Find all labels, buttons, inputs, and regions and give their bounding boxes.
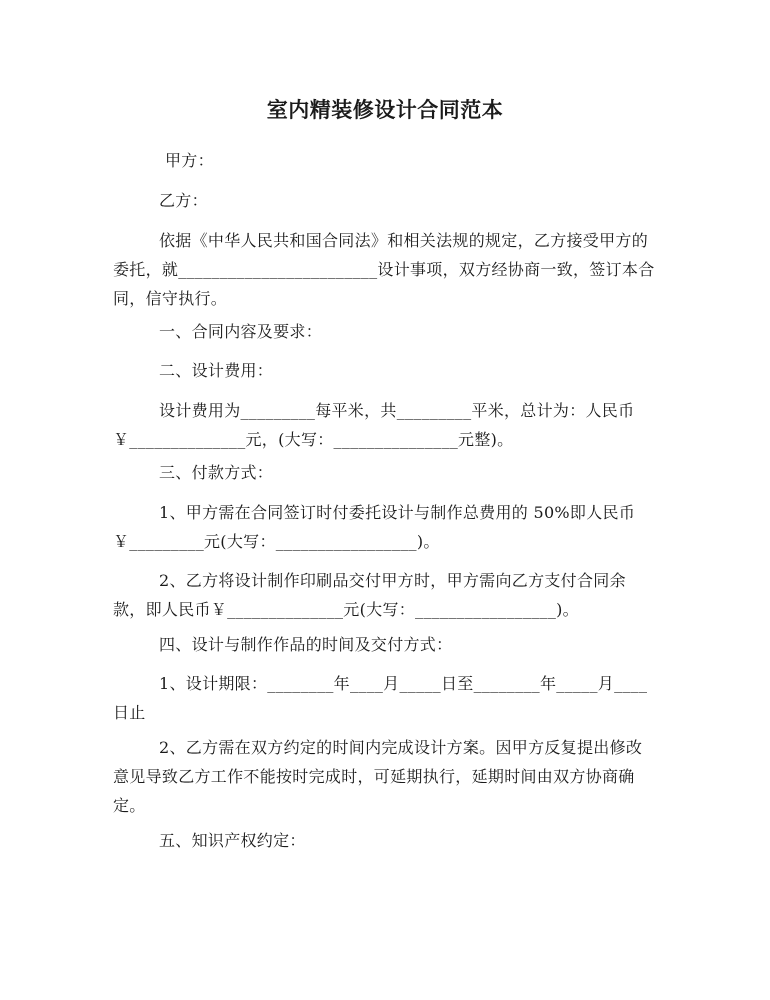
section-heading-design-fee: 二、设计费用：	[159, 361, 274, 380]
section-heading-contract-content: 一、合同内容及要求：	[159, 322, 323, 341]
fee-clause-paragraph: 设计费用为_________每平米，共_________平米，总计为：人民币￥______________元，(大写：_______________元整)。	[113, 401, 635, 449]
schedule-clause-1: 1、设计期限：________年____月_____日至________年_____月____日止	[113, 674, 648, 722]
document-title: 室内精装修设计合同范本	[266, 98, 504, 122]
payment-clause-1: 1、甲方需在合同签订时付委托设计与制作总费用的 50%即人民币￥_________元(大写：_________________)。	[113, 503, 636, 551]
schedule-clause-2: 2、乙方需在双方约定的时间内完成设计方案。因甲方反复提出修改意见导致乙方工作不能按时完成时，可延期执行，延期时间由双方协商确定。	[113, 738, 643, 815]
intro-paragraph: 依据《中华人民共和国合同法》和相关法规的规定，乙方接受甲方的委托，就________________________设计事项，双方经协商一致，签订本合同，信守执行。	[113, 231, 655, 308]
party-a-line: 甲方：	[165, 151, 214, 170]
section-heading-ip: 五、知识产权约定：	[159, 831, 306, 850]
section-heading-schedule: 四、设计与制作作品的时间及交付方式：	[159, 635, 453, 654]
section-heading-payment: 三、付款方式：	[159, 463, 274, 482]
payment-clause-2: 2、乙方将设计制作印刷品交付甲方时，甲方需向乙方支付合同余款，即人民币￥______________元(大写：_________________)。	[113, 571, 626, 619]
party-b-line: 乙方：	[159, 191, 208, 210]
